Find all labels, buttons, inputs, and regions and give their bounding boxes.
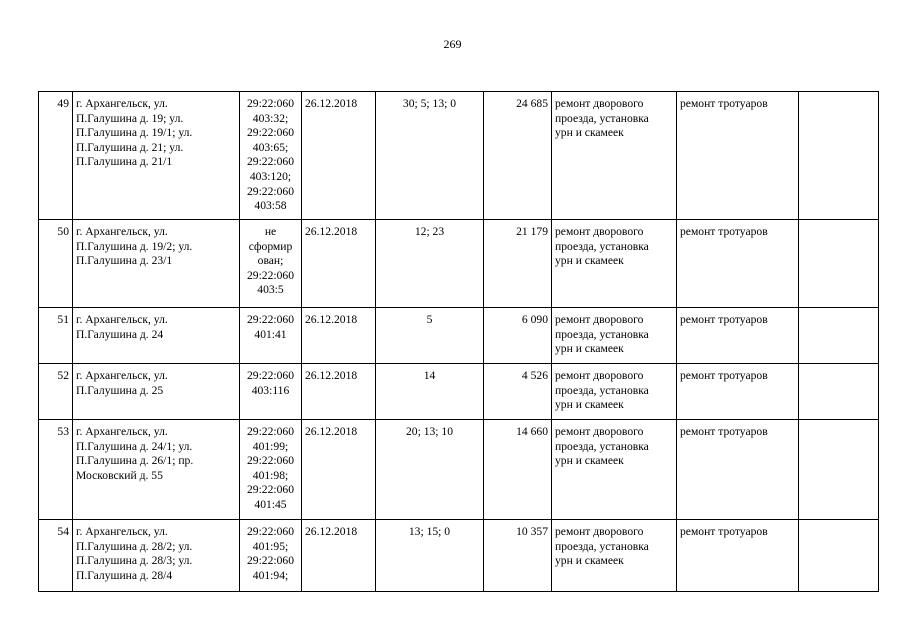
courtyard-work-cell-line: проезда, установка <box>555 111 649 125</box>
cadastral-cell-line: 29:22:060 <box>246 126 295 140</box>
table-row <box>39 308 879 364</box>
cadastral-cell-line: не <box>264 225 277 238</box>
cadastral-cell <box>240 364 302 420</box>
row-number: 54 <box>39 520 73 592</box>
table-row <box>39 520 879 592</box>
cadastral-cell-line: 401:41 <box>254 327 287 341</box>
courtyard-work-cell-line: ремонт дворового <box>555 313 644 326</box>
courtyard-work-cell-line: ремонт дворового <box>555 97 644 110</box>
courtyard-work-cell-line: ремонт дворового <box>555 225 644 238</box>
courtyard-work-cell-line: урн и скамеек <box>555 554 624 568</box>
courtyard-work-cell <box>552 420 677 520</box>
date-cell: 26.12.2018 <box>302 308 376 364</box>
courtyard-work-cell-line: ремонт дворового <box>555 425 644 438</box>
extra-cell <box>799 308 879 364</box>
list-cell: 12; 23 <box>376 220 484 308</box>
address-cell <box>73 92 240 220</box>
sidewalk-work-cell: ремонт тротуаров <box>677 420 799 520</box>
cadastral-cell <box>240 420 302 520</box>
area-cell: 10 357 <box>484 520 552 592</box>
sidewalk-work-cell: ремонт тротуаров <box>677 364 799 420</box>
table-row <box>39 364 879 420</box>
cadastral-cell-line: 29:22:060 <box>246 483 295 497</box>
cadastral-cell-line: 401:99; <box>252 439 289 453</box>
cadastral-cell-line: 401:94; <box>252 568 289 582</box>
courtyard-work-cell <box>552 92 677 220</box>
list-cell: 13; 15; 0 <box>376 520 484 592</box>
table-row <box>39 220 879 308</box>
date-cell: 26.12.2018 <box>302 364 376 420</box>
page-number: 269 <box>443 37 462 51</box>
address-cell-line: П.Галушина д. 28/3; ул. <box>76 554 193 568</box>
area-cell: 21 179 <box>484 220 552 308</box>
cadastral-cell-line: 403:116 <box>251 383 290 397</box>
address-cell-line: П.Галушина д. 19/1; ул. <box>76 126 193 140</box>
registry-table <box>38 91 879 592</box>
extra-cell <box>799 520 879 592</box>
address-cell <box>73 420 240 520</box>
courtyard-work-cell-line: урн и скамеек <box>555 254 624 268</box>
address-cell-line: П.Галушина д. 26/1; пр. <box>76 454 194 468</box>
extra-cell <box>799 92 879 220</box>
address-cell-line: г. Архангельск, ул. <box>76 97 168 110</box>
address-cell-line: г. Архангельск, ул. <box>76 425 168 438</box>
address-cell <box>73 220 240 308</box>
address-cell-line: П.Галушина д. 21; ул. <box>76 140 184 154</box>
area-cell: 4 526 <box>484 364 552 420</box>
list-cell: 14 <box>376 364 484 420</box>
date-cell: 26.12.2018 <box>302 92 376 220</box>
list-cell: 30; 5; 13; 0 <box>376 92 484 220</box>
courtyard-work-cell-line: проезда, установка <box>555 383 649 397</box>
cadastral-cell-line: 29:22:060 <box>246 155 295 169</box>
cadastral-cell <box>240 520 302 592</box>
sidewalk-work-cell: ремонт тротуаров <box>677 520 799 592</box>
cadastral-cell-line: 403:65; <box>252 140 289 154</box>
cadastral-cell-line: 29:22:060 <box>246 454 295 468</box>
courtyard-work-cell-line: урн и скамеек <box>555 126 624 140</box>
row-number: 53 <box>39 420 73 520</box>
cadastral-cell <box>240 92 302 220</box>
cadastral-cell-line: 401:45 <box>254 497 287 511</box>
courtyard-work-cell-line: урн и скамеек <box>555 454 624 468</box>
courtyard-work-cell-line: проезда, установка <box>555 439 649 453</box>
courtyard-work-cell <box>552 308 677 364</box>
cadastral-cell-line: 29:22:060 <box>246 97 295 110</box>
address-cell <box>73 308 240 364</box>
courtyard-work-cell <box>552 220 677 308</box>
cadastral-cell-line: ован; <box>257 254 284 268</box>
address-cell-line: Московский д. 55 <box>76 468 163 482</box>
address-cell-line: г. Архангельск, ул. <box>76 525 168 538</box>
extra-cell <box>799 420 879 520</box>
cadastral-cell-line: 29:22:060 <box>246 369 295 382</box>
area-cell: 14 660 <box>484 420 552 520</box>
sidewalk-work-cell: ремонт тротуаров <box>677 220 799 308</box>
courtyard-work-cell <box>552 520 677 592</box>
cadastral-cell-line: 29:22:060 <box>246 525 295 538</box>
date-cell: 26.12.2018 <box>302 520 376 592</box>
courtyard-work-cell-line: ремонт дворового <box>555 525 644 538</box>
address-cell-line: П.Галушина д. 24 <box>76 327 164 341</box>
list-cell: 20; 13; 10 <box>376 420 484 520</box>
extra-cell <box>799 220 879 308</box>
cadastral-cell <box>240 308 302 364</box>
courtyard-work-cell <box>552 364 677 420</box>
courtyard-work-cell-line: проезда, установка <box>555 539 649 553</box>
address-cell-line: П.Галушина д. 25 <box>76 383 164 397</box>
courtyard-work-cell-line: урн и скамеек <box>555 342 624 356</box>
address-cell-line: П.Галушина д. 19; ул. <box>76 111 184 125</box>
cadastral-cell-line: 403:120; <box>249 169 292 183</box>
courtyard-work-cell-line: ремонт дворового <box>555 369 644 382</box>
address-cell-line: П.Галушина д. 28/2; ул. <box>76 539 193 553</box>
address-cell-line: г. Архангельск, ул. <box>76 225 168 238</box>
sidewalk-work-cell: ремонт тротуаров <box>677 92 799 220</box>
sidewalk-work-cell: ремонт тротуаров <box>677 308 799 364</box>
table-row <box>39 92 879 220</box>
cadastral-cell-line: сформир <box>248 239 293 253</box>
extra-cell <box>799 364 879 420</box>
table-row <box>39 420 879 520</box>
cadastral-cell-line: 401:98; <box>252 468 289 482</box>
cadastral-cell-line: 401:95; <box>252 539 289 553</box>
address-cell-line: П.Галушина д. 19/2; ул. <box>76 239 193 253</box>
cadastral-cell-line: 29:22:060 <box>246 313 295 326</box>
cadastral-cell <box>240 220 302 308</box>
area-cell: 24 685 <box>484 92 552 220</box>
row-number: 51 <box>39 308 73 364</box>
cadastral-cell-line: 29:22:060 <box>246 184 295 198</box>
cadastral-cell-line: 29:22:060 <box>246 425 295 438</box>
area-cell: 6 090 <box>484 308 552 364</box>
cadastral-cell-line: 403:32; <box>252 111 289 125</box>
address-cell-line: П.Галушина д. 28/4 <box>76 568 173 582</box>
address-cell-line: П.Галушина д. 23/1 <box>76 254 173 268</box>
list-cell: 5 <box>376 308 484 364</box>
courtyard-work-cell-line: проезда, установка <box>555 239 649 253</box>
address-cell-line: П.Галушина д. 21/1 <box>76 155 173 169</box>
cadastral-cell-line: 29:22:060 <box>246 268 295 282</box>
courtyard-work-cell-line: проезда, установка <box>555 327 649 341</box>
date-cell: 26.12.2018 <box>302 220 376 308</box>
row-number: 49 <box>39 92 73 220</box>
cadastral-cell-line: 403:58 <box>254 199 287 213</box>
table-body <box>39 92 879 592</box>
address-cell <box>73 520 240 592</box>
address-cell <box>73 364 240 420</box>
row-number: 50 <box>39 220 73 308</box>
address-cell-line: г. Архангельск, ул. <box>76 369 168 382</box>
courtyard-work-cell-line: урн и скамеек <box>555 398 624 412</box>
date-cell: 26.12.2018 <box>302 420 376 520</box>
address-cell-line: г. Архангельск, ул. <box>76 313 168 326</box>
address-cell-line: П.Галушина д. 24/1; ул. <box>76 439 193 453</box>
cadastral-cell-line: 29:22:060 <box>246 554 295 568</box>
cadastral-cell-line: 403:5 <box>257 283 284 297</box>
row-number: 52 <box>39 364 73 420</box>
